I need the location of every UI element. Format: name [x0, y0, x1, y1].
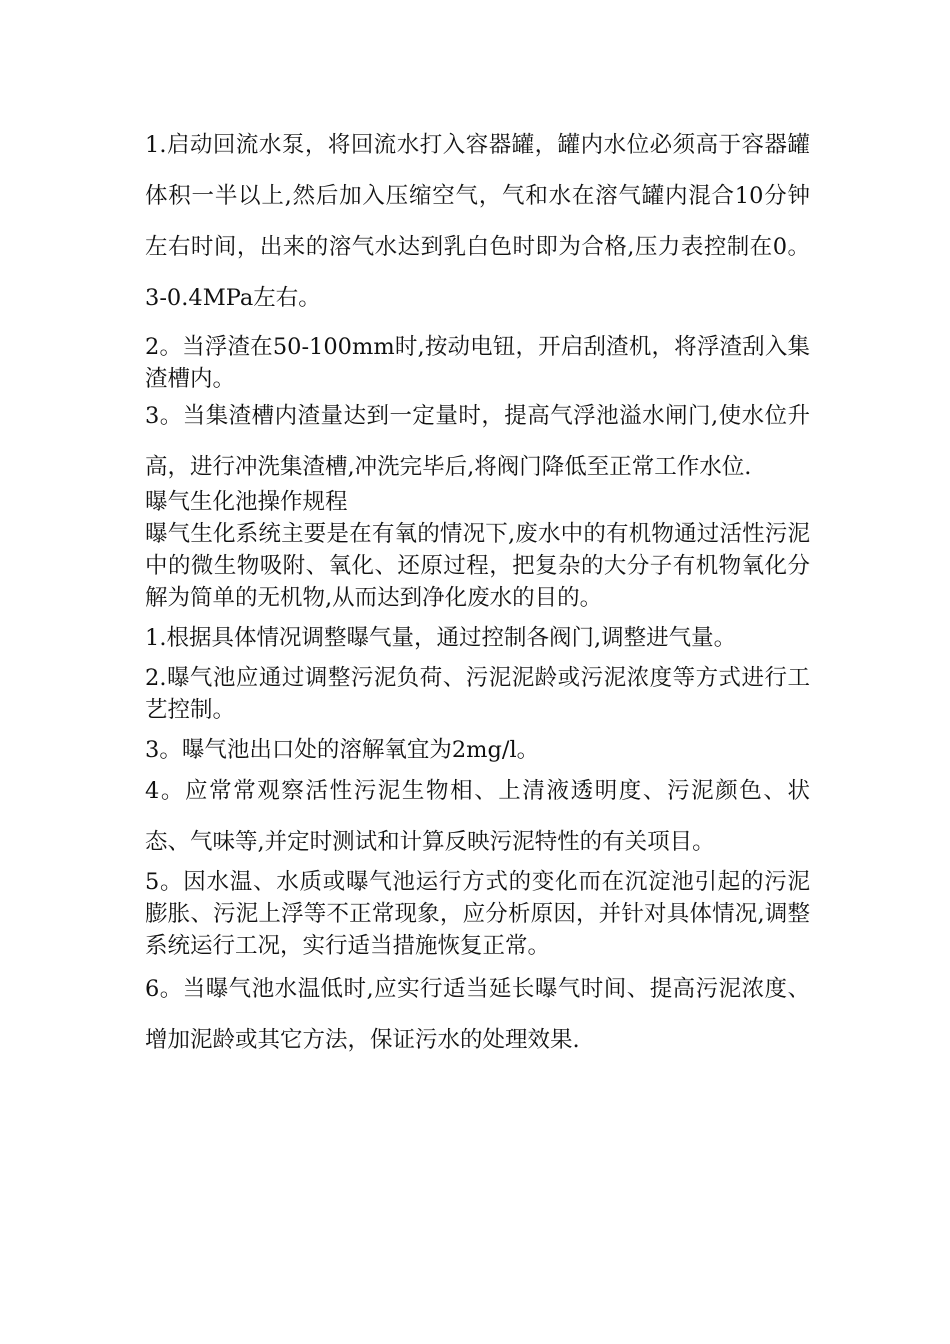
- paragraph-aeration-step-2: 2.曝气池应通过调整污泥负荷、污泥泥龄或污泥浓度等方式进行工艺控制。: [145, 665, 810, 723]
- paragraph-aeration-overview: 曝气生化系统主要是在有氧的情况下,废水中的有机物通过活性污泥中的微生物吸附、氧化、还原过程，把复杂的大分子有机物氧化分解为简单的无机物,从而达到净化废水的目的。: [145, 521, 810, 611]
- paragraph-aeration-step-4: 4。应常常观察活性污泥生物相、上清液透明度、污泥颜色、状态、气味等,并定时测试和计算反映污泥特性的有关项目。: [145, 778, 810, 855]
- paragraph-aeration-step-3: 3。曝气池出口处的溶解氧宜为2mg/l。: [145, 737, 540, 763]
- paragraph-aeration-step-1: 1.根据具体情况调整曝气量，通过控制各阀门,调整进气量。: [145, 625, 737, 651]
- paragraph-aeration-step-5: 5。因水温、水质或曝气池运行方式的变化而在沉淀池引起的污泥膨胀、污泥上浮等不正常现象，应分析原因，并针对具体情况,调整系统运行工况，实行适当措施恢复正常。: [145, 869, 810, 959]
- paragraph-air-flotation-step-2: 2。当浮渣在50-100mm时,按动电钮，开启刮渣机，将浮渣刮入集渣槽内。: [145, 334, 810, 392]
- document-body: [145, 120, 810, 1066]
- paragraph-air-flotation-step-3: 3。当集渣槽内渣量达到一定量时，提高气浮池溢水闸门,使水位升高，进行冲洗集渣槽,冲洗完毕后,将阀门降低至正常工作水位.: [145, 403, 810, 480]
- paragraph-aeration-step-6: 6。当曝气池水温低时,应实行适当延长曝气时间、提高污泥浓度、增加泥龄或其它方法，保证污水的处理效果.: [145, 976, 810, 1053]
- section-heading-aeration-procedure: 曝气生化池操作规程: [145, 489, 348, 515]
- paragraph-air-flotation-step-1: 1.启动回流水泵，将回流水打入容器罐，罐内水位必须高于容器罐体积一半以上,然后加入压缩空气，气和水在溶气罐内混合10分钟左右时间，出来的溶气水达到乳白色时即为合格,压力表控制在0。3-0.4MPa左右。: [145, 132, 810, 311]
